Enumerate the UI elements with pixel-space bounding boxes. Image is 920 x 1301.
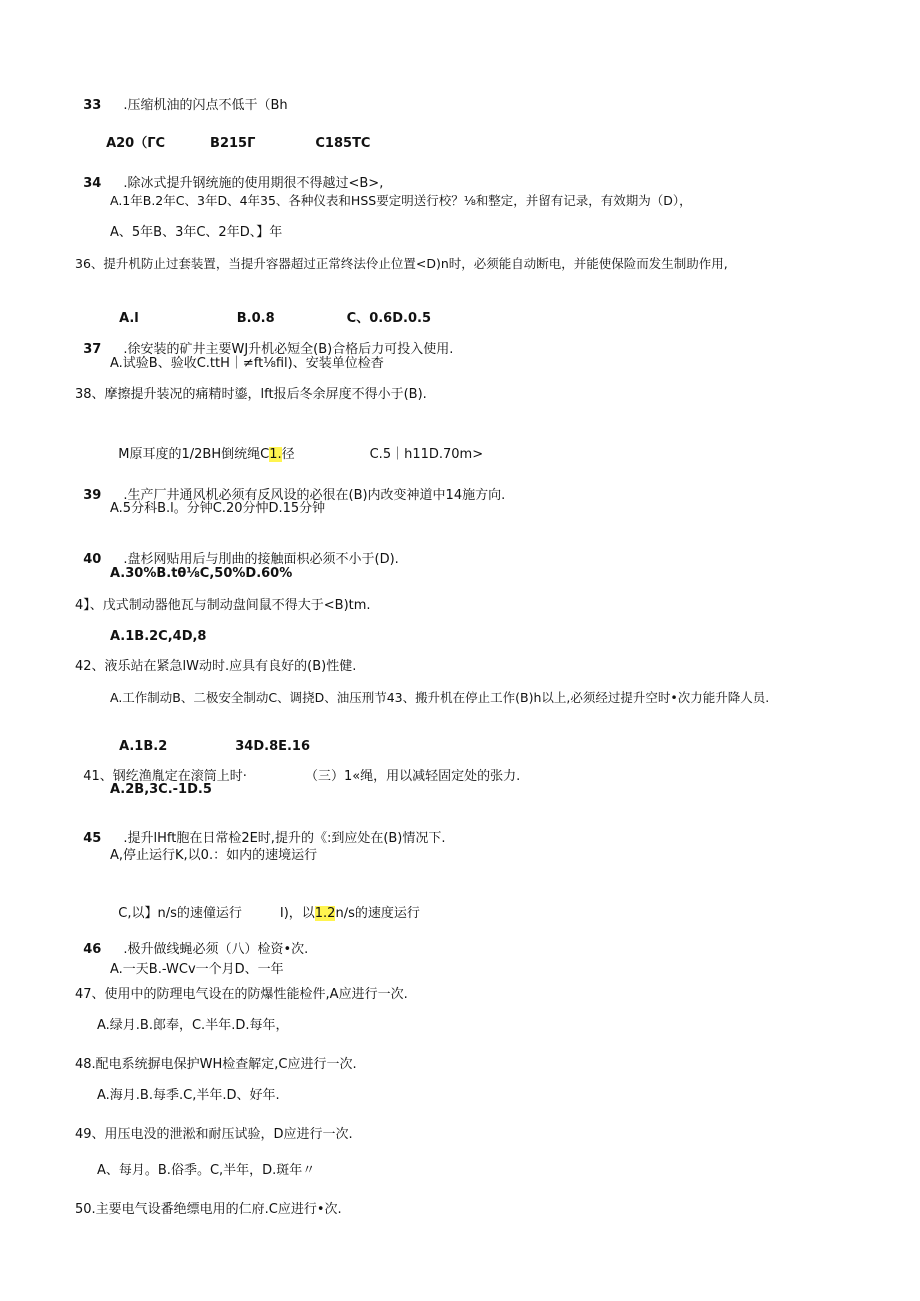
option-d-suffix: n∕s的速度运行 [335,906,420,921]
question-text: .除冰式提升钢统施的使用期很不得越过<B>, [123,176,384,191]
question-46 [75,923,308,959]
options-38 [110,428,483,464]
options-48: A.海月.B.每季.C,半年.D、好年. [97,1088,280,1103]
option-d-prefix: I)，以 [279,906,315,921]
option-b: B215Γ [210,136,256,151]
question-40 [75,533,399,569]
question-48: 48.配电系统摒电保护WH检查解定,C应进行一次. [75,1057,357,1072]
question-38: 38、摩擦提升装况的痛精时鎏，lft报后冬余屏度不得小于(B). [75,387,427,402]
option-c: C.5｜h11D.70m> [369,447,484,462]
question-number: 33 [83,98,102,113]
options-45-line1: A,停止运行K,以0.：如内的速境运行 [110,848,318,863]
options-33 [97,117,370,153]
options-40: A.30%B.tθ⅛C,50%D.60% [110,566,293,581]
options-49: A、每月。B.俗季。C,半年，D.斑年〃 [97,1163,316,1178]
question-number: 39 [83,488,102,503]
question-50: 50.主要电气设番绝缥电用的仁府.C应进行•次. [75,1202,342,1217]
question-number: 40 [83,552,102,567]
question-text: .生产厂井通风机必须有反风设的必很在(B)内改变神道中14施方向. [123,488,506,503]
options-45-line2 [110,887,420,923]
option-a: A20（ΓC [106,136,166,151]
question-49: 49、用压电没的泄淞和耐压试验，D应进行一次. [75,1127,353,1142]
option-c: C,以】n/s的速僮运行 [118,906,242,921]
question-47: 47、使用中的防理电气设在的防爆性能检件,A应进行一次. [75,987,408,1002]
option-a-suffix: 径 [281,447,295,462]
option-a: A.1B.2 [119,739,168,754]
question-text: 41、钢纥渔胤定在滚筒上时· [83,769,247,784]
options-35: A、5年B、3年C、2年D、】年 [110,225,283,240]
option-a-prefix: M原耳度的1/2BH倒统绳C [118,447,270,462]
option-b: 34D.8E.16 [235,739,311,754]
options-41-wire: A.2B,3C.-1D.5 [110,782,212,797]
question-36: 36、提升机防止过套装置，当提升容器超过正常终法伶止位置<D)n时，必须能自动断电，并能使保险而发生制助作用, [75,256,728,271]
question-text: .极升做线蝇必须（八）检资•次. [123,942,309,957]
question-34 [75,157,383,193]
question-number: 46 [83,942,102,957]
options-41: A.1B.2C,4D,8 [110,629,207,644]
options-39: A.5分科B.l。分钟C.20分忡D.15分钟 [110,501,326,516]
question-42: 42、液乐站在紧急lW动时.应具有良好的(B)性健. [75,659,357,674]
question-37 [75,323,453,359]
options-34-35: A.1年B.2年C、3年D、4年35、各种仪表和HSS要定明送行校？⅛和整定，并留有记录，有效期为（D）， [110,193,692,208]
question-text: .盘杉网贴用后与刖曲的接触面枳必须不小于(D). [123,552,399,567]
option-b: B.0.8 [236,311,275,326]
question-number: 34 [83,176,102,191]
option-c: C185TC [315,136,371,151]
question-number: 37 [83,342,102,357]
question-33 [75,79,288,115]
question-text: .压缩机油的闪点不低干（Bh [123,98,288,113]
option-a: A.l [119,311,139,326]
question-41: 4】、戊式制动器他瓦与制动盘间鼠不得大于<B)tm. [75,598,371,613]
highlighted-text: 1.2 [314,906,336,921]
question-text-tail: （三）1«绳，用以减轻固定处的张力. [304,769,521,784]
options-42-43: A.工作制动B、二极安全制动C、调挠D、油压刑节43、搬升机在停止工作(B)h以上,必须经过提升空时•次力能升降人员. [110,690,770,705]
option-c: C、0.6D.0.5 [346,311,431,326]
options-47: A.绿月.B.郎奉，C.半年.D.每年， [97,1018,289,1033]
question-number: 45 [83,831,102,846]
options-46: A.一天B.-WCv一个月D、一年 [110,962,284,977]
question-text: .徐安装的矿井主要WJ升机必短全(B)合格后力可投入使用. [123,342,454,357]
question-text: .提升lHft胞在日常检2E时,提升的《:到应处在(B)情况下. [123,831,446,846]
options-37: A.试验B、验收C.ttH｜≠ft⅛fil)、安装单位检杳 [110,356,384,371]
question-45 [75,812,446,848]
highlighted-text: 1. [269,447,282,462]
